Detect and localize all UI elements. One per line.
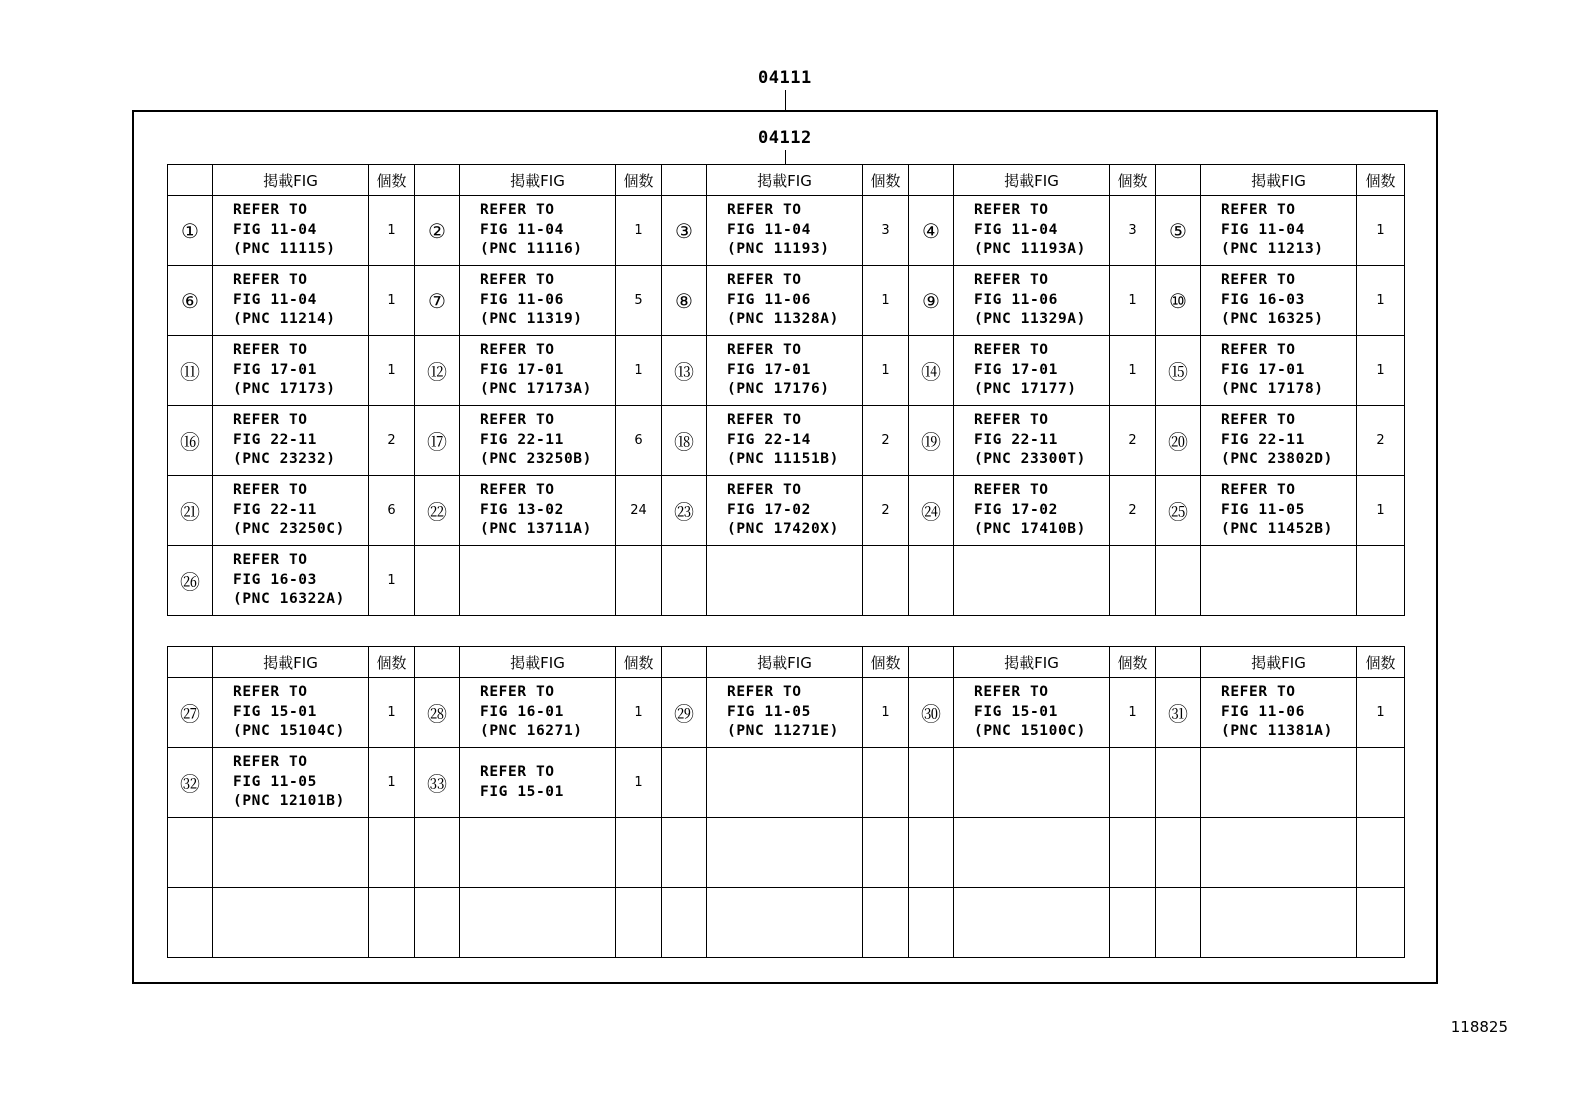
fig-reference-line: REFER TO <box>1221 412 1296 429</box>
item-number <box>168 888 213 958</box>
header-fig-cell: 掲載FIG <box>213 647 369 678</box>
fig-reference-line: REFER TO <box>727 202 802 219</box>
fig-reference-line: (PNC 23802D) <box>1221 451 1333 468</box>
fig-reference <box>460 818 616 888</box>
fig-reference-line: REFER TO <box>974 412 1049 429</box>
fig-reference-line: (PNC 23250C) <box>233 521 345 538</box>
fig-reference-line: FIG 11-06 <box>727 291 811 308</box>
fig-reference <box>213 476 369 546</box>
item-number: ⑫ <box>415 336 460 406</box>
quantity <box>1357 818 1405 888</box>
fig-reference-line: FIG 22-11 <box>233 431 317 448</box>
fig-reference-line: (PNC 11328A) <box>727 311 839 328</box>
fig-reference-line: REFER TO <box>1221 272 1296 289</box>
table-row <box>168 546 1405 616</box>
quantity: 1 <box>1357 196 1405 266</box>
fig-reference <box>213 678 369 748</box>
header-qty-cell: 個数 <box>863 165 909 196</box>
fig-reference-line: FIG 11-04 <box>480 221 564 238</box>
item-number: ㉝ <box>415 748 460 818</box>
header-qty-cell: 個数 <box>616 647 662 678</box>
fig-reference <box>213 196 369 266</box>
header-number-cell <box>909 647 954 678</box>
table-row <box>168 476 1405 546</box>
quantity: 1 <box>616 196 662 266</box>
fig-reference-line: REFER TO <box>233 754 308 771</box>
item-number: ⑥ <box>168 266 213 336</box>
quantity: 2 <box>1110 476 1156 546</box>
fig-reference-line: FIG 11-05 <box>727 703 811 720</box>
fig-reference-line: (PNC 23232) <box>233 451 336 468</box>
item-number: ㉔ <box>909 476 954 546</box>
item-number: ㉖ <box>168 546 213 616</box>
fig-reference-line: FIG 22-11 <box>233 501 317 518</box>
item-number <box>662 888 707 958</box>
fig-reference <box>954 678 1110 748</box>
fig-reference-line: FIG 11-06 <box>1221 703 1305 720</box>
fig-reference-line: (PNC 16322A) <box>233 591 345 608</box>
fig-reference-line: REFER TO <box>974 342 1049 359</box>
fig-reference-line: REFER TO <box>727 412 802 429</box>
fig-reference-line: FIG 17-01 <box>233 361 317 378</box>
item-number <box>168 818 213 888</box>
fig-reference-line: FIG 17-01 <box>727 361 811 378</box>
item-number: ⑰ <box>415 406 460 476</box>
fig-reference-line: FIG 11-04 <box>1221 221 1305 238</box>
table-row <box>168 336 1405 406</box>
fig-reference <box>1201 678 1357 748</box>
fig-reference-line: REFER TO <box>233 412 308 429</box>
fig-reference <box>213 546 369 616</box>
item-number: ㉒ <box>415 476 460 546</box>
quantity: 6 <box>616 406 662 476</box>
header-fig-cell: 掲載FIG <box>1201 647 1357 678</box>
fig-reference-line: (PNC 11381A) <box>1221 723 1333 740</box>
leader-line-04112 <box>785 150 786 164</box>
fig-reference <box>707 888 863 958</box>
header-number-cell <box>1156 647 1201 678</box>
fig-reference-line: FIG 17-01 <box>974 361 1058 378</box>
fig-reference <box>460 266 616 336</box>
item-number: ㉜ <box>168 748 213 818</box>
fig-reference-line: (PNC 17410B) <box>974 521 1086 538</box>
fig-reference-line: FIG 17-01 <box>480 361 564 378</box>
fig-reference <box>1201 748 1357 818</box>
fig-reference-line: REFER TO <box>480 764 555 780</box>
fig-reference-line: FIG 22-11 <box>974 431 1058 448</box>
item-number: ㉑ <box>168 476 213 546</box>
item-number: ㉚ <box>909 678 954 748</box>
quantity: 1 <box>616 336 662 406</box>
fig-reference-line: FIG 17-02 <box>727 501 811 518</box>
header-number-cell <box>1156 165 1201 196</box>
fig-reference-line: REFER TO <box>480 272 555 289</box>
quantity: 1 <box>369 196 415 266</box>
quantity: 1 <box>616 678 662 748</box>
header-fig-cell: 掲載FIG <box>460 647 616 678</box>
fig-reference <box>213 818 369 888</box>
fig-reference <box>460 196 616 266</box>
quantity <box>369 888 415 958</box>
fig-reference-line: (PNC 17173A) <box>480 381 592 398</box>
fig-reference-line: REFER TO <box>480 482 555 499</box>
quantity: 3 <box>863 196 909 266</box>
fig-reference <box>1201 818 1357 888</box>
fig-reference-line: FIG 11-05 <box>1221 501 1305 518</box>
quantity: 1 <box>1357 336 1405 406</box>
header-number-cell <box>415 647 460 678</box>
quantity: 1 <box>369 336 415 406</box>
item-number: ㉕ <box>1156 476 1201 546</box>
quantity <box>616 888 662 958</box>
table-row <box>168 196 1405 266</box>
fig-reference-line: FIG 17-02 <box>974 501 1058 518</box>
fig-reference <box>460 546 616 616</box>
fig-reference <box>1201 406 1357 476</box>
header-fig-cell: 掲載FIG <box>707 165 863 196</box>
fig-reference <box>954 546 1110 616</box>
header-fig-cell: 掲載FIG <box>954 647 1110 678</box>
fig-reference-line: (PNC 16325) <box>1221 311 1324 328</box>
fig-reference <box>707 818 863 888</box>
quantity: 2 <box>863 406 909 476</box>
quantity: 2 <box>369 406 415 476</box>
fig-reference-line: (PNC 11115) <box>233 241 336 258</box>
fig-reference <box>460 406 616 476</box>
fig-reference-line: FIG 22-14 <box>727 431 811 448</box>
quantity <box>616 818 662 888</box>
fig-reference-line: (PNC 11193) <box>727 241 830 258</box>
fig-reference-line: (PNC 17176) <box>727 381 830 398</box>
fig-reference-line: FIG 22-11 <box>1221 431 1305 448</box>
fig-reference-line: FIG 16-01 <box>480 703 564 720</box>
quantity: 1 <box>1110 336 1156 406</box>
fig-reference <box>954 266 1110 336</box>
item-number: ④ <box>909 196 954 266</box>
assembly-label-04112: 04112 <box>758 128 812 148</box>
fig-reference <box>213 888 369 958</box>
fig-reference-line: FIG 22-11 <box>480 431 564 448</box>
fig-reference <box>954 818 1110 888</box>
quantity: 5 <box>616 266 662 336</box>
table-row <box>168 748 1405 818</box>
fig-reference-line: (PNC 11213) <box>1221 241 1324 258</box>
header-fig-cell: 掲載FIG <box>1201 165 1357 196</box>
quantity <box>1357 748 1405 818</box>
fig-reference-line: (PNC 17177) <box>974 381 1077 398</box>
fig-reference-line: REFER TO <box>480 684 555 701</box>
fig-reference-line: (PNC 17178) <box>1221 381 1324 398</box>
fig-reference-line: REFER TO <box>480 202 555 219</box>
fig-reference-line: FIG 11-06 <box>480 291 564 308</box>
parts-reference-table-1 <box>167 164 1405 616</box>
fig-reference <box>954 476 1110 546</box>
fig-reference-line: (PNC 11271E) <box>727 723 839 740</box>
item-number: ① <box>168 196 213 266</box>
fig-reference-line: (PNC 11193A) <box>974 241 1086 258</box>
fig-reference <box>460 476 616 546</box>
fig-reference-line: REFER TO <box>1221 482 1296 499</box>
fig-reference-line: REFER TO <box>727 482 802 499</box>
fig-reference-line: FIG 11-04 <box>727 221 811 238</box>
fig-reference-line: REFER TO <box>233 552 308 569</box>
fig-reference-line: FIG 11-04 <box>974 221 1058 238</box>
fig-reference-line: REFER TO <box>727 342 802 359</box>
fig-reference-line: (PNC 11116) <box>480 241 583 258</box>
item-number <box>909 748 954 818</box>
fig-reference-line: (PNC 23300T) <box>974 451 1086 468</box>
item-number: ㉓ <box>662 476 707 546</box>
header-qty-cell: 個数 <box>1110 647 1156 678</box>
fig-reference-line: REFER TO <box>727 272 802 289</box>
header-fig-cell: 掲載FIG <box>460 165 616 196</box>
header-fig-cell: 掲載FIG <box>707 647 863 678</box>
fig-reference-line: FIG 15-01 <box>233 703 317 720</box>
fig-reference-line: REFER TO <box>727 684 802 701</box>
fig-reference-line: REFER TO <box>233 684 308 701</box>
item-number <box>415 888 460 958</box>
fig-reference <box>707 336 863 406</box>
fig-reference-line: (PNC 17420X) <box>727 521 839 538</box>
item-number: ⑱ <box>662 406 707 476</box>
fig-reference-line: (PNC 11329A) <box>974 311 1086 328</box>
item-number <box>1156 748 1201 818</box>
item-number: ㉗ <box>168 678 213 748</box>
item-number <box>909 546 954 616</box>
quantity <box>863 546 909 616</box>
fig-reference-line: (PNC 17173) <box>233 381 336 398</box>
quantity: 2 <box>863 476 909 546</box>
item-number: ⑩ <box>1156 266 1201 336</box>
item-number: ⑦ <box>415 266 460 336</box>
header-number-cell <box>909 165 954 196</box>
fig-reference-line: (PNC 15104C) <box>233 723 345 740</box>
quantity: 2 <box>1357 406 1405 476</box>
fig-reference-line: (PNC 11319) <box>480 311 583 328</box>
fig-reference-line: (PNC 11151B) <box>727 451 839 468</box>
header-fig-cell: 掲載FIG <box>213 165 369 196</box>
fig-reference <box>707 406 863 476</box>
fig-reference-line: REFER TO <box>1221 202 1296 219</box>
item-number: ③ <box>662 196 707 266</box>
quantity: 3 <box>1110 196 1156 266</box>
item-number: ⑯ <box>168 406 213 476</box>
fig-reference-line: (PNC 11452B) <box>1221 521 1333 538</box>
item-number: ㉛ <box>1156 678 1201 748</box>
fig-reference <box>1201 336 1357 406</box>
quantity: 1 <box>369 748 415 818</box>
fig-reference-line: FIG 11-04 <box>233 291 317 308</box>
table-row <box>168 888 1405 958</box>
fig-reference <box>707 546 863 616</box>
fig-reference-line: REFER TO <box>480 342 555 359</box>
header-qty-cell: 個数 <box>1357 165 1405 196</box>
quantity: 1 <box>616 748 662 818</box>
quantity <box>1357 546 1405 616</box>
leader-line-04111 <box>785 90 786 110</box>
header-number-cell <box>168 165 213 196</box>
header-number-cell <box>168 647 213 678</box>
header-row <box>168 647 1405 678</box>
fig-reference-line: REFER TO <box>974 684 1049 701</box>
quantity: 2 <box>1110 406 1156 476</box>
header-fig-cell: 掲載FIG <box>954 165 1110 196</box>
fig-reference <box>707 266 863 336</box>
fig-reference-line: REFER TO <box>480 412 555 429</box>
table-row <box>168 406 1405 476</box>
fig-reference <box>213 266 369 336</box>
fig-reference-line: FIG 11-06 <box>974 291 1058 308</box>
item-number <box>909 818 954 888</box>
fig-reference <box>460 748 616 818</box>
item-number: ⑪ <box>168 336 213 406</box>
quantity: 1 <box>369 266 415 336</box>
fig-reference-line: REFER TO <box>974 272 1049 289</box>
quantity <box>1110 748 1156 818</box>
fig-reference <box>707 476 863 546</box>
item-number <box>1156 546 1201 616</box>
fig-reference <box>954 196 1110 266</box>
item-number <box>415 546 460 616</box>
item-number: ㉙ <box>662 678 707 748</box>
quantity: 1 <box>863 678 909 748</box>
quantity: 1 <box>1110 678 1156 748</box>
fig-reference-line: FIG 11-04 <box>233 221 317 238</box>
fig-reference-line: FIG 17-01 <box>1221 361 1305 378</box>
item-number: ⑲ <box>909 406 954 476</box>
fig-reference-line: REFER TO <box>974 202 1049 219</box>
header-qty-cell: 個数 <box>616 165 662 196</box>
quantity: 1 <box>369 678 415 748</box>
fig-reference-line: (PNC 16271) <box>480 723 583 740</box>
item-number: ㉘ <box>415 678 460 748</box>
fig-reference <box>1201 546 1357 616</box>
item-number: ⑧ <box>662 266 707 336</box>
fig-reference <box>707 748 863 818</box>
fig-reference <box>954 748 1110 818</box>
assembly-label-04111: 04111 <box>758 68 812 88</box>
fig-reference-line: FIG 11-05 <box>233 773 317 790</box>
item-number: ⑳ <box>1156 406 1201 476</box>
fig-reference <box>1201 196 1357 266</box>
item-number: ② <box>415 196 460 266</box>
item-number: ⑭ <box>909 336 954 406</box>
quantity <box>1110 818 1156 888</box>
quantity <box>863 888 909 958</box>
parts-reference-table-2 <box>167 646 1405 958</box>
quantity: 24 <box>616 476 662 546</box>
quantity: 1 <box>863 336 909 406</box>
header-qty-cell: 個数 <box>863 647 909 678</box>
fig-reference <box>707 196 863 266</box>
quantity <box>616 546 662 616</box>
fig-reference <box>707 678 863 748</box>
header-number-cell <box>415 165 460 196</box>
fig-reference <box>1201 888 1357 958</box>
fig-reference <box>460 336 616 406</box>
item-number <box>415 818 460 888</box>
item-number <box>662 818 707 888</box>
fig-reference-line: REFER TO <box>233 482 308 499</box>
item-number: ⑮ <box>1156 336 1201 406</box>
fig-reference-line: FIG 15-01 <box>480 783 564 800</box>
item-number: ⑤ <box>1156 196 1201 266</box>
header-qty-cell: 個数 <box>1110 165 1156 196</box>
header-number-cell <box>662 647 707 678</box>
header-qty-cell: 個数 <box>1357 647 1405 678</box>
quantity: 1 <box>863 266 909 336</box>
fig-reference-line: REFER TO <box>233 202 308 219</box>
fig-reference-line: FIG 13-02 <box>480 501 564 518</box>
quantity <box>1110 888 1156 958</box>
quantity: 1 <box>1357 266 1405 336</box>
header-qty-cell: 個数 <box>369 647 415 678</box>
fig-reference-line: FIG 16-03 <box>233 571 317 588</box>
quantity <box>863 748 909 818</box>
fig-reference-line: REFER TO <box>974 482 1049 499</box>
fig-reference <box>460 888 616 958</box>
item-number: ⑬ <box>662 336 707 406</box>
fig-reference-line: (PNC 13711A) <box>480 521 592 538</box>
fig-reference <box>1201 266 1357 336</box>
table-row <box>168 818 1405 888</box>
fig-reference <box>213 406 369 476</box>
fig-reference-line: (PNC 15100C) <box>974 723 1086 740</box>
header-qty-cell: 個数 <box>369 165 415 196</box>
fig-reference-line: REFER TO <box>1221 342 1296 359</box>
quantity: 1 <box>1357 476 1405 546</box>
fig-reference-line: (PNC 23250B) <box>480 451 592 468</box>
item-number <box>909 888 954 958</box>
quantity <box>1357 888 1405 958</box>
header-row <box>168 165 1405 196</box>
quantity <box>369 818 415 888</box>
fig-reference <box>1201 476 1357 546</box>
item-number <box>662 546 707 616</box>
item-number <box>662 748 707 818</box>
fig-reference <box>954 888 1110 958</box>
item-number: ⑨ <box>909 266 954 336</box>
item-number <box>1156 818 1201 888</box>
fig-reference <box>213 748 369 818</box>
fig-reference <box>954 336 1110 406</box>
fig-reference-line: FIG 15-01 <box>974 703 1058 720</box>
fig-reference-line: (PNC 12101B) <box>233 793 345 810</box>
quantity <box>1110 546 1156 616</box>
fig-reference-line: REFER TO <box>233 342 308 359</box>
fig-reference <box>213 336 369 406</box>
fig-reference-line: REFER TO <box>233 272 308 289</box>
fig-reference-line: REFER TO <box>1221 684 1296 701</box>
table-row <box>168 266 1405 336</box>
fig-reference <box>954 406 1110 476</box>
fig-reference-line: FIG 16-03 <box>1221 291 1305 308</box>
header-number-cell <box>662 165 707 196</box>
illustration-number: 118825 <box>1450 1018 1508 1036</box>
quantity: 1 <box>1357 678 1405 748</box>
quantity <box>863 818 909 888</box>
quantity: 6 <box>369 476 415 546</box>
table-row <box>168 678 1405 748</box>
fig-reference <box>460 678 616 748</box>
quantity: 1 <box>369 546 415 616</box>
quantity: 1 <box>1110 266 1156 336</box>
fig-reference-line: (PNC 11214) <box>233 311 336 328</box>
item-number <box>1156 888 1201 958</box>
